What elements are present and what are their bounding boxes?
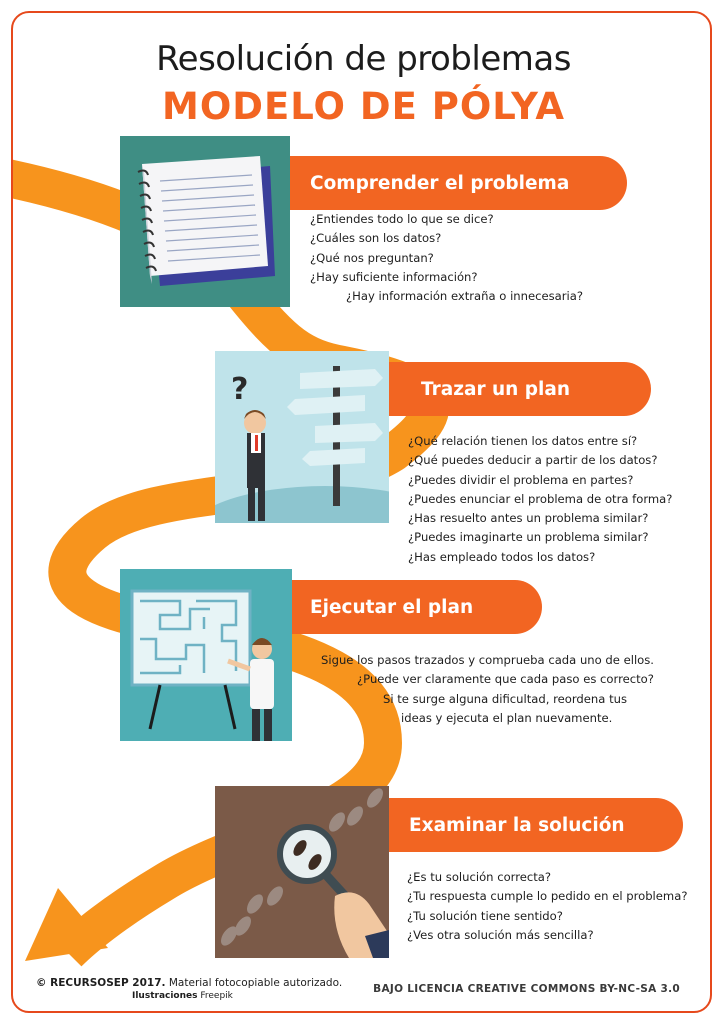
step3-line: ¿Puede ver claramente que cada paso es correcto? [357, 672, 654, 687]
step1-banner [290, 156, 627, 210]
question-mark-icon: ? [231, 372, 249, 407]
illustrations-source: Freepik [197, 991, 233, 1001]
step4-banner [389, 798, 683, 852]
step1-line: ¿Hay suficiente información? [310, 269, 478, 284]
step1-line: ¿Qué nos preguntan? [310, 250, 434, 265]
title-line1: Resolución de problemas [156, 39, 571, 79]
copyright-text: Material fotocopiable autorizado. [165, 977, 343, 989]
step3-line: Si te surge alguna dificultad, reordena tus [383, 691, 628, 706]
step2-title: Trazar un plan [421, 378, 571, 400]
title-line2: MODELO DE PÓLYA [162, 85, 565, 128]
step2-banner [389, 362, 651, 416]
step4-line: ¿Tu solución tiene sentido? [407, 908, 563, 923]
step2-line: ¿Has resuelto antes un problema similar? [408, 511, 649, 526]
step4-line: ¿Es tu solución correcta? [407, 870, 552, 884]
step1-line: ¿Hay información extraña o innecesaria? [346, 289, 584, 304]
step1-title: Comprender el problema [310, 172, 570, 194]
step4-questions [407, 868, 687, 945]
maze-icon [120, 569, 292, 741]
step1-questions [310, 210, 583, 306]
step2-questions [408, 432, 672, 567]
step1-line: ¿Entiendes todo lo que se dice? [310, 212, 494, 226]
step2-line: ¿Puedes dividir el problema en partes? [408, 472, 634, 487]
license-text: BAJO LICENCIA CREATIVE COMMONS BY-NC-SA 3.0 [373, 983, 680, 995]
step2-line: ¿Qué puedes deducir a partir de los datos? [408, 453, 658, 468]
notebook-icon [120, 136, 290, 307]
step4-line: ¿Tu respuesta cumple lo pedido en el problema? [407, 889, 688, 904]
step2-line: ¿Puedes enunciar el problema de otra forma? [408, 491, 673, 506]
step2-line: ¿Qué relación tienen los datos entre sí? [408, 434, 638, 448]
footer-copyright [36, 977, 342, 1001]
step1-line: ¿Cuáles son los datos? [310, 231, 442, 246]
poster-frame [11, 11, 712, 1013]
magnifier-footprints-icon [215, 786, 389, 958]
step2-line: ¿Has empleado todos los datos? [408, 549, 596, 564]
signpost-icon [215, 351, 389, 523]
step3-title: Ejecutar el plan [310, 596, 474, 618]
step3-line: ideas y ejecuta el plan nuevamente. [401, 710, 613, 725]
step3-text [321, 651, 654, 728]
step4-line: ¿Ves otra solución más sencilla? [407, 927, 594, 942]
step2-line: ¿Puedes imaginarte un problema similar? [408, 530, 649, 545]
illustrations-label: Ilustraciones [132, 991, 198, 1001]
step4-title: Examinar la solución [409, 814, 625, 836]
step3-banner [292, 580, 542, 634]
step3-line: Sigue los pasos trazados y comprueba cada uno de ellos. [321, 653, 654, 667]
copyright-bold: © RECURSOSEP 2017. [36, 977, 166, 989]
